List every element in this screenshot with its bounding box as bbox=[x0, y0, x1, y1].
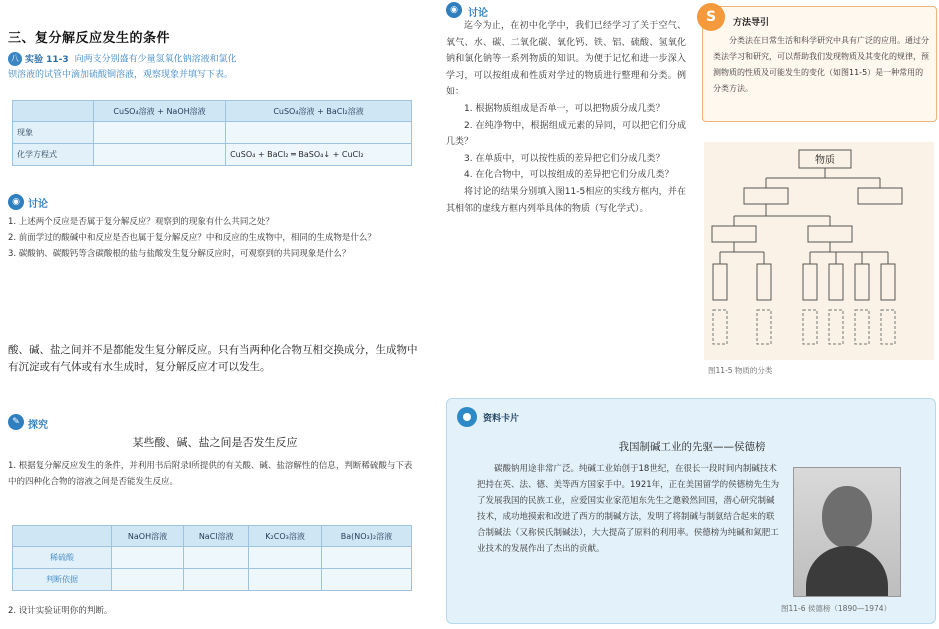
question-3: 3. 在单质中，可以按性质的差异把它们分成几类？ bbox=[464, 153, 665, 164]
info-card-text: 碳酸钠用途非常广泛。纯碱工业始创于18世纪，在很长一段时间内制碱技术把持在英、法、德、美等西方国家手中。1921年，正在美国留学的侯德榜先生为了发展我国的民族工业，应爱国实业家范旭东先生之邀毅然回国，潜心研究制碱技术，成功地摸索和改进了西方的制碱方法，发明了将制碱与制氨结合起来的联合制碱法（又称侯氏制碱法），大大提高了原料的利用率。侯德榜为纯碱和氮肥工业技术的发展作出了杰出的贡献。 bbox=[477, 464, 780, 554]
row-label-equation: 化学方程式 bbox=[13, 144, 94, 166]
discussion-item-3: 3. 碳酸钠、碳酸钙等含碳酸根的盐与盐酸发生复分解反应时，可观察到的共同现象是什么？ bbox=[8, 249, 351, 259]
table-row bbox=[13, 144, 412, 166]
table-header-empty bbox=[13, 101, 94, 122]
experiment-icon: 八 bbox=[8, 52, 22, 66]
tree-level2-box bbox=[808, 226, 852, 242]
tree-level1-box bbox=[858, 188, 902, 204]
tree-level2-box bbox=[712, 226, 756, 242]
experiment-code: 实验 11-3 bbox=[25, 54, 69, 65]
question-4: 4. 在化合物中，可以按组成的差异把它们分成几类？ bbox=[464, 170, 674, 181]
classification-text bbox=[446, 18, 686, 217]
info-card-title: 我国制碱工业的先驱——侯德榜 bbox=[618, 441, 766, 453]
discussion-icon: ◉ bbox=[446, 2, 462, 18]
table-header-empty bbox=[13, 526, 112, 547]
photo-caption: 图11-6 侯德榜（1890—1974） bbox=[781, 604, 892, 613]
table-row bbox=[13, 547, 412, 569]
classification-diagram bbox=[704, 142, 934, 360]
table-header-naoh: NaOH溶液 bbox=[112, 526, 184, 547]
experiment-text-2: 钡溶液的试管中滴加硫酸铜溶液，观察现象并填写下表。 bbox=[8, 70, 234, 80]
table-header-naoh: CuSO₄溶液 + NaOH溶液 bbox=[94, 101, 226, 122]
experiment-line-1 bbox=[8, 52, 413, 67]
experiment-text-1: 向两支分别盛有少量氢氧化钠溶液和氯化 bbox=[74, 54, 237, 65]
tree-diagram bbox=[704, 142, 934, 360]
diagram-caption: 图11-5 物质的分类 bbox=[708, 366, 773, 375]
explore-title: 某些酸、碱、盐之间是否发生反应 bbox=[132, 436, 298, 449]
table-header-row bbox=[13, 526, 412, 547]
portrait-body bbox=[806, 546, 888, 596]
table-cell bbox=[226, 122, 412, 144]
question-2: 2. 在纯净物中，根据组成元素的异同，可以把它们分成几类？ bbox=[446, 120, 686, 148]
discussion-item-2: 2. 前面学过的酸碱中和反应是否也属于复分解反应？中和反应的生成物中，相同的生成物是什么？ bbox=[8, 233, 376, 243]
table-header-k2co3: K₂CO₃溶液 bbox=[249, 526, 322, 547]
explore-icon: ✎ bbox=[8, 414, 24, 430]
method-title: 方法导引 bbox=[733, 18, 770, 28]
discussion-icon: ◉ bbox=[8, 194, 24, 210]
tree-level1-box bbox=[744, 188, 788, 204]
table-cell bbox=[249, 547, 322, 569]
table-cell bbox=[184, 547, 249, 569]
table-header-nacl: NaCl溶液 bbox=[184, 526, 249, 547]
explore-item-1: 1. 根据复分解反应发生的条件，并利用书后附录Ⅰ所提供的有关酸、碱、盐溶解性的信息，判断稀硫酸与下表中的四种化合物的溶液之间是否能发生反应。 bbox=[8, 461, 413, 487]
equation-cell: CuSO₄ + BaCl₂ ═ BaSO₄↓ + CuCl₂ bbox=[226, 144, 412, 166]
row-label-acid: 稀硫酸 bbox=[13, 547, 112, 569]
explore-table bbox=[12, 525, 412, 591]
key-statement: 酸、碱、盐之间并不是都能发生复分解反应。只有当两种化合物互相交换成分，生成物中有沉淀或有气体或有水生成时，复分解反应才可以发生。 bbox=[8, 344, 418, 373]
table-header-bacl2: CuSO₄溶液 + BaCl₂溶液 bbox=[226, 101, 412, 122]
info-card bbox=[446, 398, 936, 624]
table-cell bbox=[94, 122, 226, 144]
discussion-list bbox=[8, 214, 413, 262]
table-row bbox=[13, 122, 412, 144]
question-1: 1. 根据物质组成是否单一，可以把物质分成几类？ bbox=[464, 103, 665, 114]
table-cell bbox=[321, 569, 411, 591]
table-row bbox=[13, 569, 412, 591]
portrait-head bbox=[822, 486, 872, 548]
outro-paragraph: 将讨论的结果分别填入图11-5相应的实线方框内，并在其相邻的虚线方框内列举具体的物质（写化学式）。 bbox=[446, 186, 686, 214]
table-header-row bbox=[13, 101, 412, 122]
method-text: 分类法在日常生活和科学研究中具有广泛的应用。通过分类法学习和研究，可以帮助我们发现物质及其变化的规律，预测物质的性质及可能发生的变化（如图11-5）是一种常用的分类方法。 bbox=[713, 36, 929, 93]
experiment-table bbox=[12, 100, 412, 166]
table-cell bbox=[184, 569, 249, 591]
discussion-label: 讨论 bbox=[468, 8, 488, 19]
explore-label: 探究 bbox=[28, 420, 48, 431]
row-label-basis: 判断依据 bbox=[13, 569, 112, 591]
table-cell bbox=[112, 547, 184, 569]
table-cell bbox=[321, 547, 411, 569]
method-guide-box bbox=[702, 6, 937, 122]
row-label-phenomenon: 现象 bbox=[13, 122, 94, 144]
info-card-label: 资料卡片 bbox=[483, 414, 520, 424]
info-card-icon bbox=[457, 407, 477, 427]
table-cell bbox=[112, 569, 184, 591]
explore-item-2: 2. 设计实验证明你的判断。 bbox=[8, 606, 113, 616]
discussion-item-1: 1. 上述两个反应是否属于复分解反应？观察到的现象有什么共同之处？ bbox=[8, 217, 274, 227]
section-title: 三、复分解反应发生的条件 bbox=[8, 31, 171, 46]
table-cell bbox=[94, 144, 226, 166]
table-cell bbox=[249, 569, 322, 591]
tree-root-label: 物质 bbox=[815, 155, 835, 166]
method-icon: S bbox=[697, 3, 725, 31]
discussion-label: 讨论 bbox=[28, 199, 48, 210]
portrait-photo bbox=[793, 467, 901, 597]
table-header-bano3: Ba(NO₃)₂溶液 bbox=[321, 526, 411, 547]
intro-paragraph: 迄今为止，在初中化学中，我们已经学习了关于空气、氧气、水、碳、二氧化碳、氧化钙、铁、铝、硫酸、氢氧化钠和氯化钠等一系列物质的知识。为便于记忆和进一步深入学习，可以按组成和性质对学过的物质进行整理和分类。例如： bbox=[446, 21, 686, 98]
